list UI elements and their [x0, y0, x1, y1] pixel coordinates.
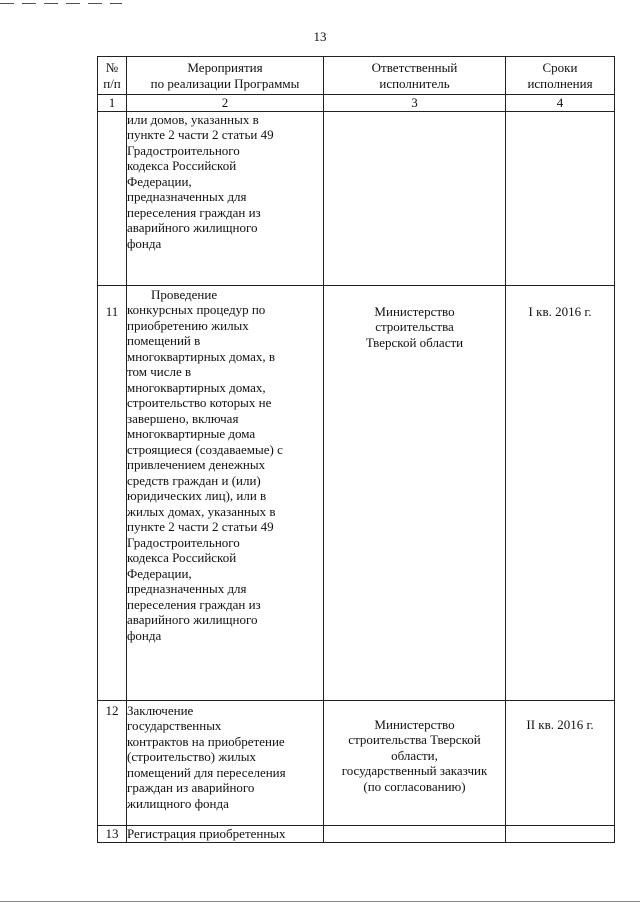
deadline-cell: I кв. 2016 г. [506, 285, 615, 700]
table-row [98, 700, 615, 825]
column-number: 3 [324, 95, 506, 112]
responsible-cell [324, 825, 506, 842]
deadline-cell [506, 111, 615, 285]
column-number: 4 [506, 95, 615, 112]
responsible-cell: Министерство строительства Тверской области, государственный заказчик (по согласованию) [324, 700, 506, 825]
responsible-cell [324, 111, 506, 285]
header-activities: Мероприятия по реализации Программы [127, 57, 324, 95]
header-num: № п/п [98, 57, 127, 95]
header-row [98, 57, 615, 95]
header-deadlines: Сроки исполнения [506, 57, 615, 95]
table-row [98, 285, 615, 700]
activity-cell: Регистрация приобретенных [127, 825, 324, 842]
column-number: 1 [98, 95, 127, 112]
activity-cell: Заключение государственных контрактов на приобретение (строительство) жилых помещений для переселения граждан из аварийного жилищного фонда [127, 700, 324, 825]
top-rule [0, 3, 122, 4]
header-responsible: Ответственный исполнитель [324, 57, 506, 95]
column-number: 2 [127, 95, 324, 112]
row-number: 11 [98, 285, 127, 700]
column-number-row [98, 95, 615, 112]
page-number: 13 [313, 29, 327, 44]
row-number: 13 [98, 825, 127, 842]
deadline-cell [506, 825, 615, 842]
row-number: 12 [98, 700, 127, 825]
activity-cell: или домов, указанных в пункте 2 части 2 статьи 49 Градостроительного кодекса Российской Федерации, предназначенных для переселения граждан из аварийного жилищного фонда [127, 111, 324, 285]
table-row [98, 111, 615, 285]
program-activities-table [97, 56, 615, 843]
deadline-cell: II кв. 2016 г. [506, 700, 615, 825]
row-number [98, 111, 127, 285]
activity-cell: Проведение конкурсных процедур по приобретению жилых помещений в многоквартирных домах, в том числе в многоквартирных домах, строительство которых не завершено, включая многоквартирные дома строящиеся (создаваемые) с привлечением денежных средств граждан и (или) юридических лиц), или в жилых домах, указанных в пункте 2 части 2 статьи 49 Градостроительного кодекса Российской Федерации, предназначенных для переселения граждан из аварийного жилищного фонда [127, 285, 324, 700]
table-row [98, 825, 615, 842]
bottom-rule [0, 901, 640, 902]
responsible-cell: Министерство строительства Тверской области [324, 285, 506, 700]
